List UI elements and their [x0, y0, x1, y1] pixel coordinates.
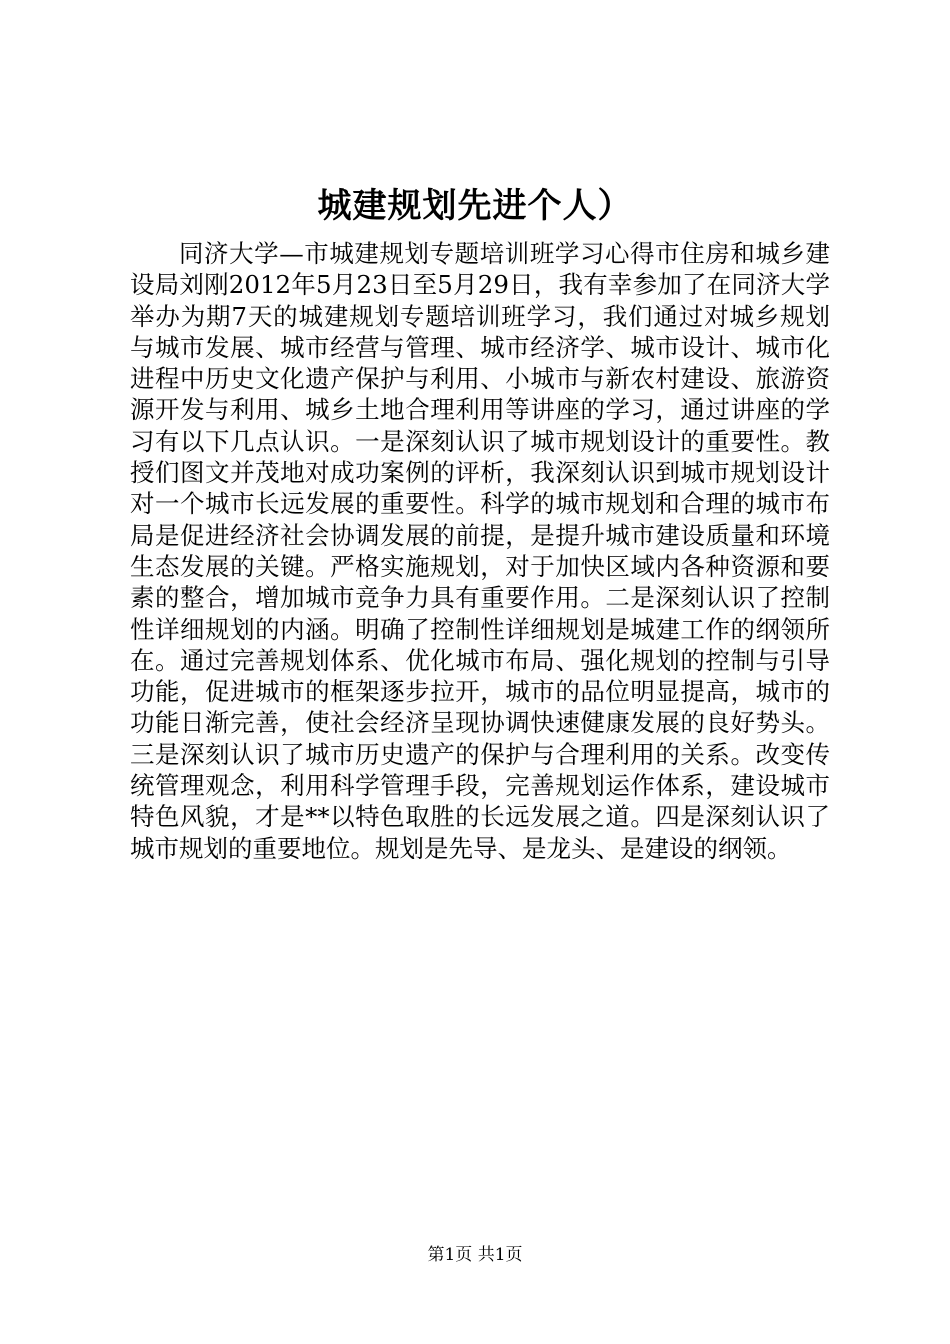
page-footer: 第1页 共1页 — [427, 1245, 523, 1265]
document-title: 城建规划先进个人） — [317, 186, 633, 226]
document-body-paragraph: 同济大学—市城建规划专题培训班学习心得市住房和城乡建设局刘刚2012年5月23日至5月29日，我有幸参加了在同济大学举办为期7天的城建规划专题培训班学习，我们通过对城乡规划与城市发展、城市经营与管理、城市经济学、城市设计、城市化进程中历史文化遗产保护与利用、小城市与新农村建设、旅游资源开发与利用、城乡土地合理利用等讲座的学习，通过讲座的学习有以下几点认识。一是深刻认识了城市规划设计的重要性。教授们图文并茂地对成功案例的评析，我深刻认识到城市规划设计对一个城市长远发展的重要性。科学的城市规划和合理的城市布局是促进经济社会协调发展的前提，是提升城市建设质量和环境生态发展的关键。严格实施规划，对于加快区域内各种资源和要素的整合，增加城市竞争力具有重要作用。二是深刻认识了控制性详细规划的内涵。明确了控制性详细规划是城建工作的纲领所在。通过完善规划体系、优化城市布局、强化规划的控制与引导功能，促进城市的框架逐步拉开，城市的品位明显提高，城市的功能日渐完善，使社会经济呈现协调快速健康发展的良好势头。三是深刻认识了城市历史遗产的保护与合理利用的关系。改变传统管理观念，利用科学管理手段，完善规划运作体系，建设城市特色风貌，才是**以特色取胜的长远发展之道。四是深刻认识了城市规划的重要地位。规划是先导、是龙头、是建设的纲领。 — [130, 239, 830, 863]
